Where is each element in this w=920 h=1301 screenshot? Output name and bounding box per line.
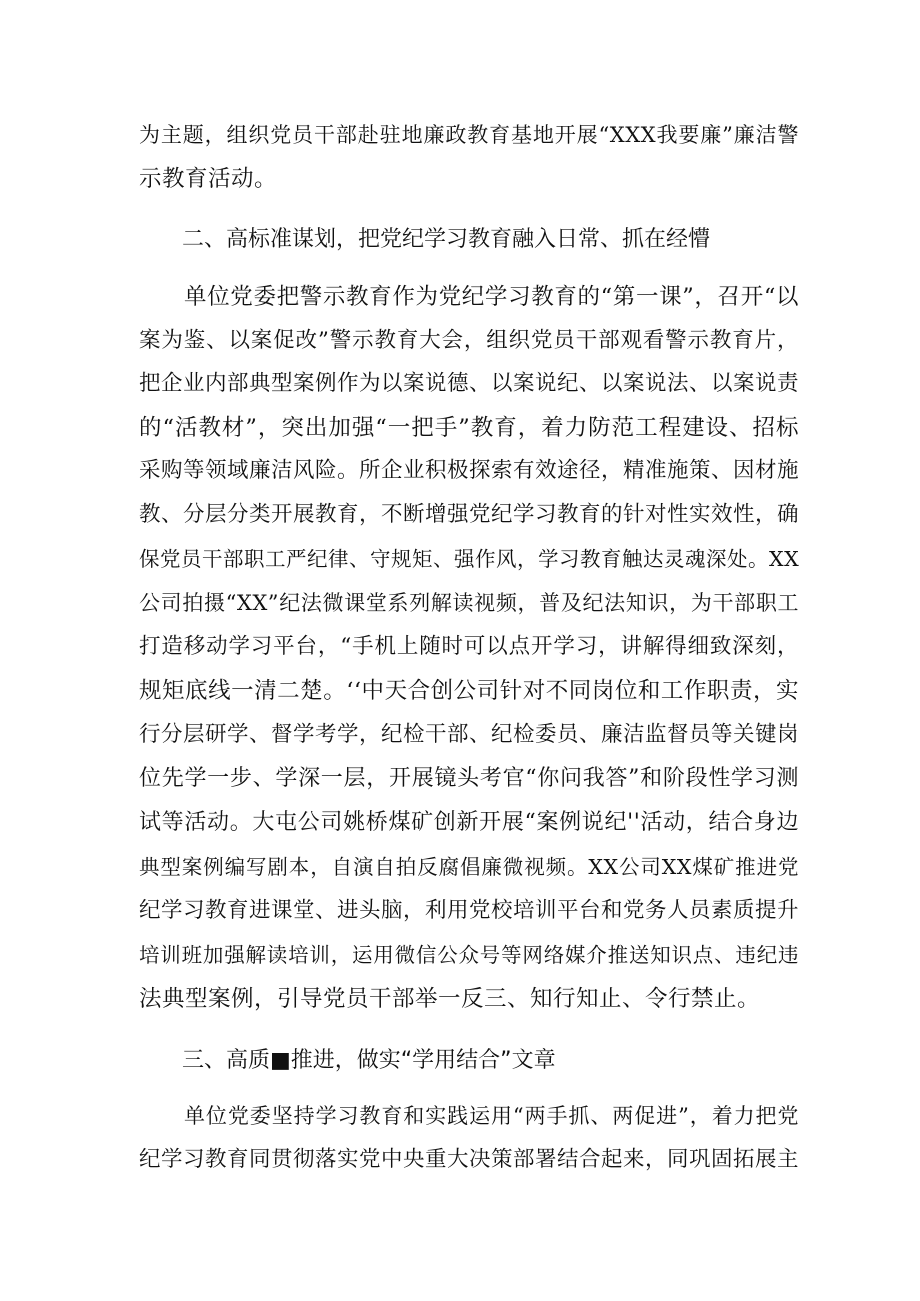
paragraph-1-line-1: 为主题，组织党员干部赴驻地廉政教育基地开展“XXX我要廉”廉洁警 <box>139 123 799 147</box>
paragraph-2-line-17: 法典型案例，引导党员干部举一反三、知行知止、令行禁止。 <box>139 986 761 1012</box>
paragraph-2-line-9: 打造移动学习平台，“手机上随时可以点开学习，讲解得细致深刻， <box>139 634 799 659</box>
paragraph-2-line-5: 采购等领域廉洁风险。所企业积极探索有效途径，精准施策、因材施 <box>139 458 800 483</box>
section-heading-3: 三、高质■推进，做实“学用结合”文章 <box>182 1048 556 1073</box>
paragraph-3-line-1: 单位党委坚持学习教育和实践运用“两手抓、两促进”，着力把党 <box>184 1104 799 1128</box>
paragraph-2-line-14: 典型案例编写剧本，自演自拍反腐倡廉微视频。XX公司XX煤矿推进党 <box>139 855 799 879</box>
paragraph-2-line-15: 纪学习教育进课堂、进头脑，利用党校培训平台和党务人员素质提升 <box>139 898 800 923</box>
paragraph-2-line-4: 的“活教材”，突出加强“一把手”教育，着力防范工程建设、招标 <box>139 415 799 441</box>
paragraph-2-line-3: 把企业内部典型案例作为以案说德、以案说纪、以案说法、以案说责 <box>139 371 800 396</box>
paragraph-2-line-11: 行分层研学、督学考学，纪检干部、纪检委员、廉洁监督员等关键岗 <box>139 722 800 747</box>
paragraph-2-line-10: 规矩底线一清二楚。‘‘中天合创公司针对不同岗位和工作职责，实 <box>139 678 799 704</box>
paragraph-2-line-12: 位先学一步、学深一层，开展镜头考官“你问我答”和阶段性学习测 <box>139 766 799 791</box>
paragraph-2-line-6: 教、分层分类开展教育，不断增强党纪学习教育的针对性实效性，确 <box>139 502 800 527</box>
paragraph-1-line-2: 示教育活动。 <box>139 166 278 192</box>
paragraph-2-line-13: 试等活动。大屯公司姚桥煤矿创新开展“案例说纪''活动，结合身边 <box>139 810 799 835</box>
paragraph-2-line-8: 公司拍摄“XX”纪法微课堂系列解读视频，普及纪法知识，为干部职工 <box>139 591 799 615</box>
section-heading-2: 二、高标准谋划，把党纪学习教育融入日常、抓在经懵 <box>182 227 711 252</box>
paragraph-2-line-2: 案为鉴、以案促改”警示教育大会，组织党员干部观看警示教育片， <box>139 328 799 353</box>
paragraph-2-line-16: 培训班加强解读培训，运用微信公众号等网络媒介推送知识点、违纪违 <box>139 943 799 967</box>
paragraph-2-line-1: 单位党委把警示教育作为党纪学习教育的“第一课”，召开“以 <box>184 284 799 310</box>
paragraph-3-line-2: 纪学习教育同贯彻落实党中央重大决策部署结合起来，同巩固拓展主 <box>139 1147 800 1172</box>
paragraph-2-line-7: 保党员干部职工严纪律、守规矩、强作风，学习教育触达灵魂深处。XX <box>139 547 800 571</box>
